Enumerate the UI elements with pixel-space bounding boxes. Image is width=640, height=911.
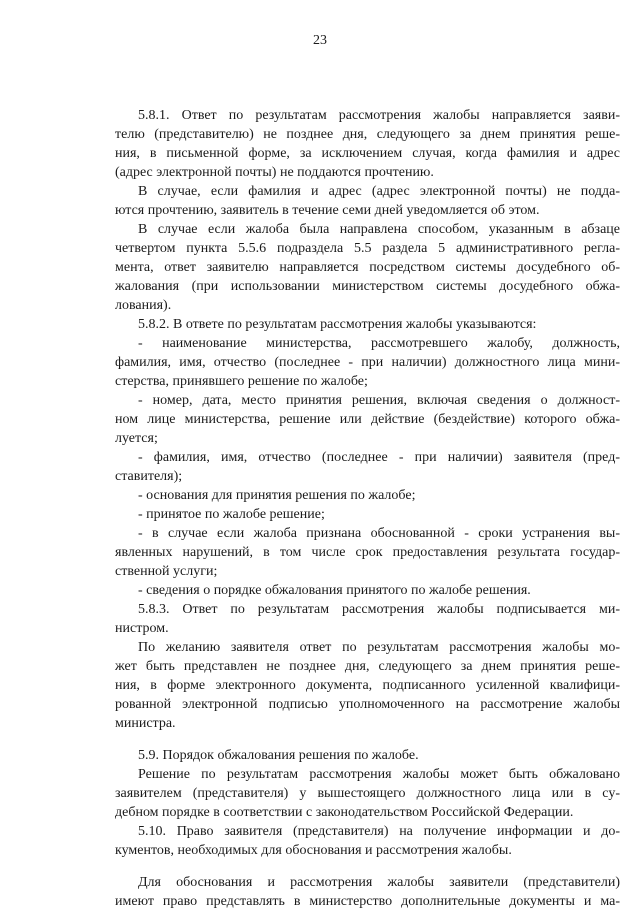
text-line: - наименование министерства, рассмотревшего жалобу, должность, [138, 336, 620, 351]
text-line: В случае, если фамилия и адрес (адрес электронной почты) не подда- [138, 184, 620, 199]
text-line: ются прочтению, заявитель в течение семи дней уведомляется об этом. [115, 203, 540, 218]
text-line: Решение по результатам рассмотрения жалобы может быть обжаловано [138, 767, 620, 782]
text-line: 5.10. Право заявителя (представителя) на получение информации и до- [138, 824, 620, 839]
text-line: заявителем (представителя) у вышестоящего должностного лица или в су- [115, 786, 620, 801]
text-line: Для обоснования и рассмотрения жалобы заявители (представители) [138, 875, 620, 890]
text-line: - принятое по жалобе решение; [138, 507, 325, 522]
text-line: - номер, дата, место принятия решения, включая сведения о должност- [138, 393, 620, 408]
text-line: ном лице министерства, решение или действие (бездействие) которого обжа- [115, 412, 620, 427]
text-line: министра. [115, 716, 176, 731]
text-line: явленных нарушений, в том числе срок предоставления результата государ- [115, 545, 620, 560]
text-line: 5.8.2. В ответе по результатам рассмотрения жалобы указываются: [138, 317, 537, 332]
text-line: имеют право представлять в министерство дополнительные документы и ма- [115, 894, 620, 909]
text-line: лования). [115, 298, 172, 313]
page-number: 23 [313, 33, 327, 48]
text-line: ставителя); [115, 469, 183, 484]
text-line: 5.8.1. Ответ по результатам рассмотрения жалобы направляется заяви- [138, 108, 620, 123]
text-line: - основания для принятия решения по жалобе; [138, 488, 416, 503]
text-line: луется; [115, 431, 158, 446]
text-line: телю (представителю) не позднее дня, следующего за днем принятия реше- [115, 127, 620, 142]
text-line: 5.8.3. Ответ по результатам рассмотрения жалобы подписывается ми- [138, 602, 620, 617]
paragraph-gap [115, 733, 620, 746]
text-line: 5.9. Порядок обжалования решения по жалобе. [138, 748, 419, 763]
text-line: ственной услуги; [115, 564, 218, 579]
document-body [115, 106, 620, 911]
text-line: четвертом пункта 5.5.6 подраздела 5.5 раздела 5 административного регла- [115, 241, 620, 256]
text-line: стерства, принявшего решение по жалобе; [115, 374, 368, 389]
text-line: жет быть представлен не позднее дня, следующего за днем принятия реше- [115, 659, 620, 674]
text-line: ния, в форме электронного документа, подписанного усиленной квалифици- [115, 678, 620, 693]
text-line: нистром. [115, 621, 169, 636]
paragraph-gap [115, 860, 620, 873]
text-line: жалования (при использовании министерством системы досудебного обжа- [115, 279, 620, 294]
text-line: - сведения о порядке обжалования принятого по жалобе решения. [138, 583, 531, 598]
text-line: - в случае если жалоба признана обоснованной - сроки устранения вы- [138, 526, 620, 541]
text-line: (адрес электронной почты) не поддаются прочтению. [115, 165, 434, 180]
text-line: По желанию заявителя ответ по результатам рассмотрения жалобы мо- [138, 640, 620, 655]
text-line: фамилия, имя, отчество (последнее - при наличии) должностного лица мини- [115, 355, 620, 370]
text-line: дебном порядке в соответствии с законодательством Российской Федерации. [115, 805, 574, 820]
text-line: - фамилия, имя, отчество (последнее - при наличии) заявителя (пред- [138, 450, 620, 465]
text-line: кументов, необходимых для обоснования и рассмотрения жалобы. [115, 843, 512, 858]
text-line: В случае если жалоба была направлена способом, указанным в абзаце [138, 222, 620, 237]
text-line: ния, в письменной форме, за исключением случая, когда фамилия и адрес [115, 146, 620, 161]
text-line: рованной электронной подписью уполномоченного на рассмотрение жалобы [115, 697, 620, 712]
text-line: мента, ответ заявителю направляется посредством системы досудебного об- [115, 260, 620, 275]
